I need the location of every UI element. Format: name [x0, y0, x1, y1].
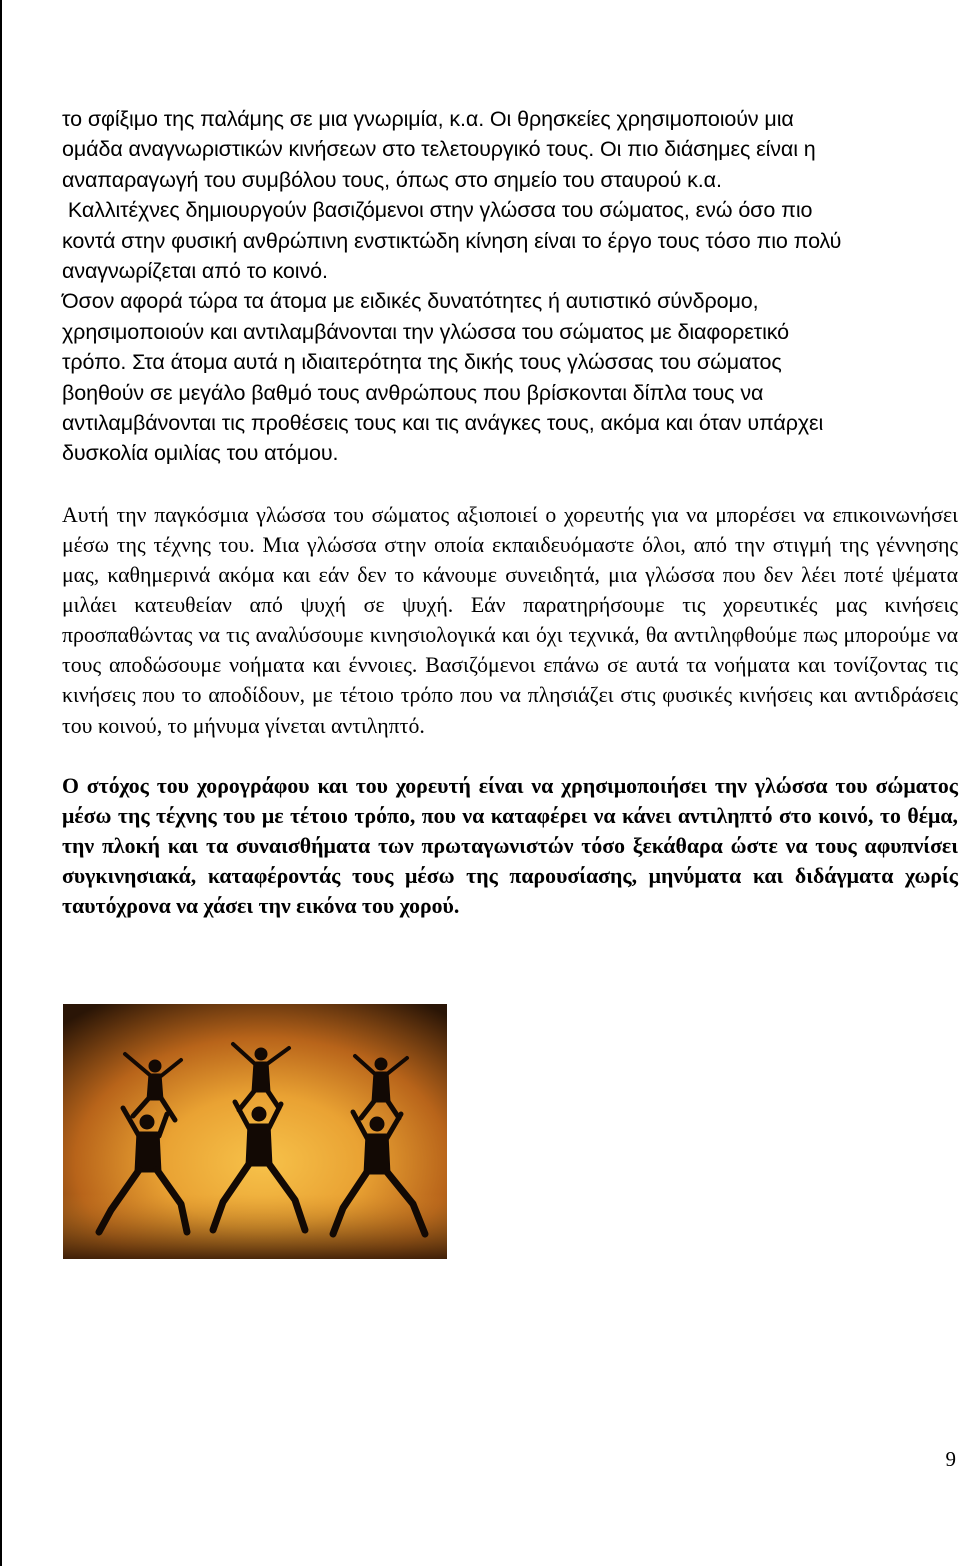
paragraph-artists — [62, 195, 958, 286]
text-line: δυσκολία ομιλίας του ατόμου. — [62, 441, 339, 466]
text-line: Όσον αφορά τώρα τα άτομα με ειδικές δυνατότητες ή αυτιστικό σύνδρομο, — [62, 289, 759, 314]
text-line: ομάδα αναγνωριστικών κινήσεων στο τελετουργικό τους. Οι πιο διάσημες είναι η — [62, 137, 816, 162]
page-left-border — [0, 0, 2, 1566]
text-line: το σφίξιμο της παλάμης σε μια γνωριμία, κ.α. Οι θρησκείες χρησιμοποιούν μια — [62, 107, 794, 131]
paragraph-special-needs — [62, 286, 958, 468]
paragraph-religion — [62, 104, 958, 195]
paragraph-choreographer-goal: Ο στόχος του χορογράφου και του χορευτή είναι να χρησιμοποιήσει την γλώσσα του σώματος μέσω της τέχνης του με τέτοιο τρόπο, που να καταφέρει να κάνει αντιληπτό στο κοινό, το θέμα, την πλοκή και τα συναισθήματα των πρωταγωνιστών τόσο ξεκάθαρα ώστε να τους αφυπνίσει συγκινησιακά, καταφέροντάς τους μέσω της παρουσίασης, μηνύματα και διδάγματα χωρίς ταυτόχρονα να χάσει την εικόνα του χορού. — [62, 773, 958, 918]
text-line: τρόπο. Στα άτομα αυτά η ιδιαιτερότητα της δικής τους γλώσσας του σώματος — [62, 350, 782, 375]
text-line: χρησιμοποιούν και αντιλαμβάνονται την γλώσσα του σώματος με διαφορετικό — [62, 319, 789, 344]
page-number: 9 — [945, 1447, 956, 1471]
document-body — [62, 104, 958, 921]
dancers-photo — [63, 1004, 447, 1259]
text-line: κοντά στην φυσική ανθρώπινη ενστικτώδη κίνηση είναι το έργο τους τόσο πιο πολύ — [62, 228, 842, 253]
text-line: αναπαραγωγή του συμβόλου τους, όπως στο σημείο του σταυρού κ.α. — [62, 167, 722, 192]
text-line: βοηθούν σε μεγάλο βαθμό τους ανθρώπους που βρίσκονται δίπλα τους να — [62, 380, 764, 405]
paragraph-dancer-language: Αυτή την παγκόσμια γλώσσα του σώματος αξιοποιεί ο χορευτής για να μπορέσει να επικοινωνήσει μέσω της τέχνης του. Μια γλώσσα στην οποία εκπαιδευόμαστε όλοι, από την στιγμή της γέννησης μας, καθημερινά ακόμα και εάν δεν το κάνουμε συνειδητά, μια γλώσσα που δεν λέει ποτέ ψέματα μιλάει κατευθείαν από ψυχή σε ψυχή. Εάν παρατηρήσουμε τις χορευτικές μας κινήσεις προσπαθώντας να τις αναλύσουμε κινησιολογικά και όχι τεχνικά, θα αντιληφθούμε πως μπορούμε να τους αποδώσουμε νοήματα και έννοιες. Βασιζόμενοι επάνω σε αυτά τα νοήματα και τονίζοντας τις κινήσεις που το αποδίδουν, με τέτοιο τρόπο που να πλησιάζει στις φυσικές κινήσεις και αντιδράσεις του κοινού, το μήνυμα γίνεται αντιληπτό. — [62, 502, 958, 738]
text-line: αναγνωρίζεται από το κοινό. — [62, 259, 328, 284]
text-line: αντιλαμβάνονται τις προθέσεις τους και τις ανάγκες τους, ακόμα και όταν υπάρχει — [62, 411, 824, 436]
text-line: Καλλιτέχνες δημιουργούν βασιζόμενοι στην γλώσσα του σώματος, ενώ όσο πιο — [62, 198, 813, 223]
